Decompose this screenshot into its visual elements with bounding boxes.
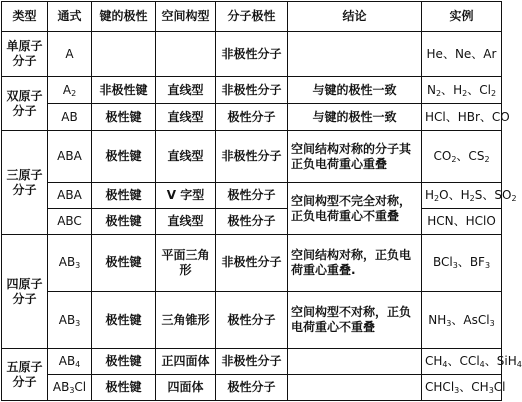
example-cell: $CO_2$、$CS_2$ — [422, 131, 502, 183]
bond-cell: 极性键 — [92, 104, 156, 131]
formula-cell: ABA — [48, 131, 92, 183]
example-cell: BCl$_3$、$BF_3$ — [422, 234, 502, 291]
conclusion-cell — [288, 375, 422, 401]
formula-cell: $AB_3$ — [48, 234, 92, 291]
conclusion-cell — [288, 32, 422, 77]
example-cell: He、Ne、Ar — [422, 32, 502, 77]
table-row — [2, 131, 502, 183]
geometry-cell: 直线型 — [156, 77, 216, 104]
geometry-cell: 直线型 — [156, 104, 216, 131]
polarity-cell: 非极性分子 — [216, 349, 288, 375]
bond-cell: 极性键 — [92, 234, 156, 291]
polarity-cell: 极性分子 — [216, 209, 288, 235]
conclusion-cell: 与键的极性一致 — [288, 77, 422, 104]
conclusion-cell: 空间结构对称的分子其正负电荷重心重叠 — [288, 131, 422, 183]
header-geometry: 空间构型 — [156, 2, 216, 32]
geometry-cell: 四面体 — [156, 375, 216, 401]
table-row — [2, 104, 502, 131]
group-label-di: 双原子分子 — [2, 77, 48, 131]
formula-cell: $AB_4$ — [48, 349, 92, 375]
bond-cell: 极性键 — [92, 292, 156, 349]
table-row — [2, 292, 502, 349]
geometry-cell: V 字型 — [156, 183, 216, 209]
geometry-cell: 正四面体 — [156, 349, 216, 375]
header-molecular-polarity: 分子极性 — [216, 2, 288, 32]
polarity-cell: 极性分子 — [216, 292, 288, 349]
formula-cell: $AB_3Cl$ — [48, 375, 92, 401]
example-cell: $CH_4$、CCl$_4$、SiH$_4$ — [422, 349, 502, 375]
conclusion-cell: 空间构型不对称，正负电荷重心不重叠 — [288, 292, 422, 349]
formula-cell: ABC — [48, 209, 92, 235]
example-cell: $NH_3$、AsCl$_3$ — [422, 292, 502, 349]
geometry-cell: 三角锥形 — [156, 292, 216, 349]
geometry-cell — [156, 32, 216, 77]
table-row — [2, 32, 502, 77]
header-type: 类型 — [2, 2, 48, 32]
table-row — [2, 349, 502, 375]
table-row — [2, 375, 502, 401]
header-row — [2, 2, 502, 32]
polarity-cell: 非极性分子 — [216, 234, 288, 291]
example-cell: CHCl$_3$、$CH_3Cl$ — [422, 375, 502, 401]
formula-cell: ABA — [48, 183, 92, 209]
polarity-cell: 极性分子 — [216, 104, 288, 131]
molecular-polarity-table — [1, 1, 522, 401]
table-row — [2, 234, 502, 291]
table-row — [2, 77, 502, 104]
bond-cell: 极性键 — [92, 349, 156, 375]
bond-cell: 极性键 — [92, 131, 156, 183]
geometry-cell: 直线型 — [156, 131, 216, 183]
example-cell: HCl、HBr、CO — [422, 104, 502, 131]
header-bond-polarity: 键的极性 — [92, 2, 156, 32]
header-formula: 通式 — [48, 2, 92, 32]
group-label-mono: 单原子分子 — [2, 32, 48, 77]
polarity-cell: 非极性分子 — [216, 131, 288, 183]
polarity-cell: 极性分子 — [216, 375, 288, 401]
group-label-tetra: 四原子分子 — [2, 234, 48, 348]
table-row — [2, 209, 502, 235]
geometry-cell: 直线型 — [156, 209, 216, 235]
bond-cell: 极性键 — [92, 375, 156, 401]
polarity-cell: 非极性分子 — [216, 32, 288, 77]
group-label-tri: 三原子分子 — [2, 131, 48, 235]
table-row — [2, 183, 502, 209]
header-example: 实例 — [422, 2, 502, 32]
conclusion-cell: 与键的极性一致 — [288, 104, 422, 131]
bond-cell: 非极性键 — [92, 77, 156, 104]
formula-cell: AB — [48, 104, 92, 131]
bond-cell: 极性键 — [92, 209, 156, 235]
conclusion-cell: 空间构型不完全对称，正负电荷重心不重叠 — [288, 183, 422, 235]
bond-cell: 极性键 — [92, 183, 156, 209]
example-cell: HCN、HClO — [422, 209, 502, 235]
example-cell: $H_2O$、$H_2S$、$SO_2$ — [422, 183, 502, 209]
formula-cell: $A_2$ — [48, 77, 92, 104]
conclusion-cell — [288, 349, 422, 375]
header-conclusion: 结论 — [288, 2, 422, 32]
polarity-cell: 极性分子 — [216, 183, 288, 209]
formula-cell: $AB_3$ — [48, 292, 92, 349]
group-label-penta: 五原子分子 — [2, 349, 48, 401]
example-cell: $N_2$、$H_2$、$Cl_2$ — [422, 77, 502, 104]
formula-cell: A — [48, 32, 92, 77]
polarity-cell: 非极性分子 — [216, 77, 288, 104]
conclusion-cell: 空间结构对称，正负电荷重心重叠. — [288, 234, 422, 291]
bond-cell — [92, 32, 156, 77]
geometry-cell: 平面三角形 — [156, 234, 216, 291]
